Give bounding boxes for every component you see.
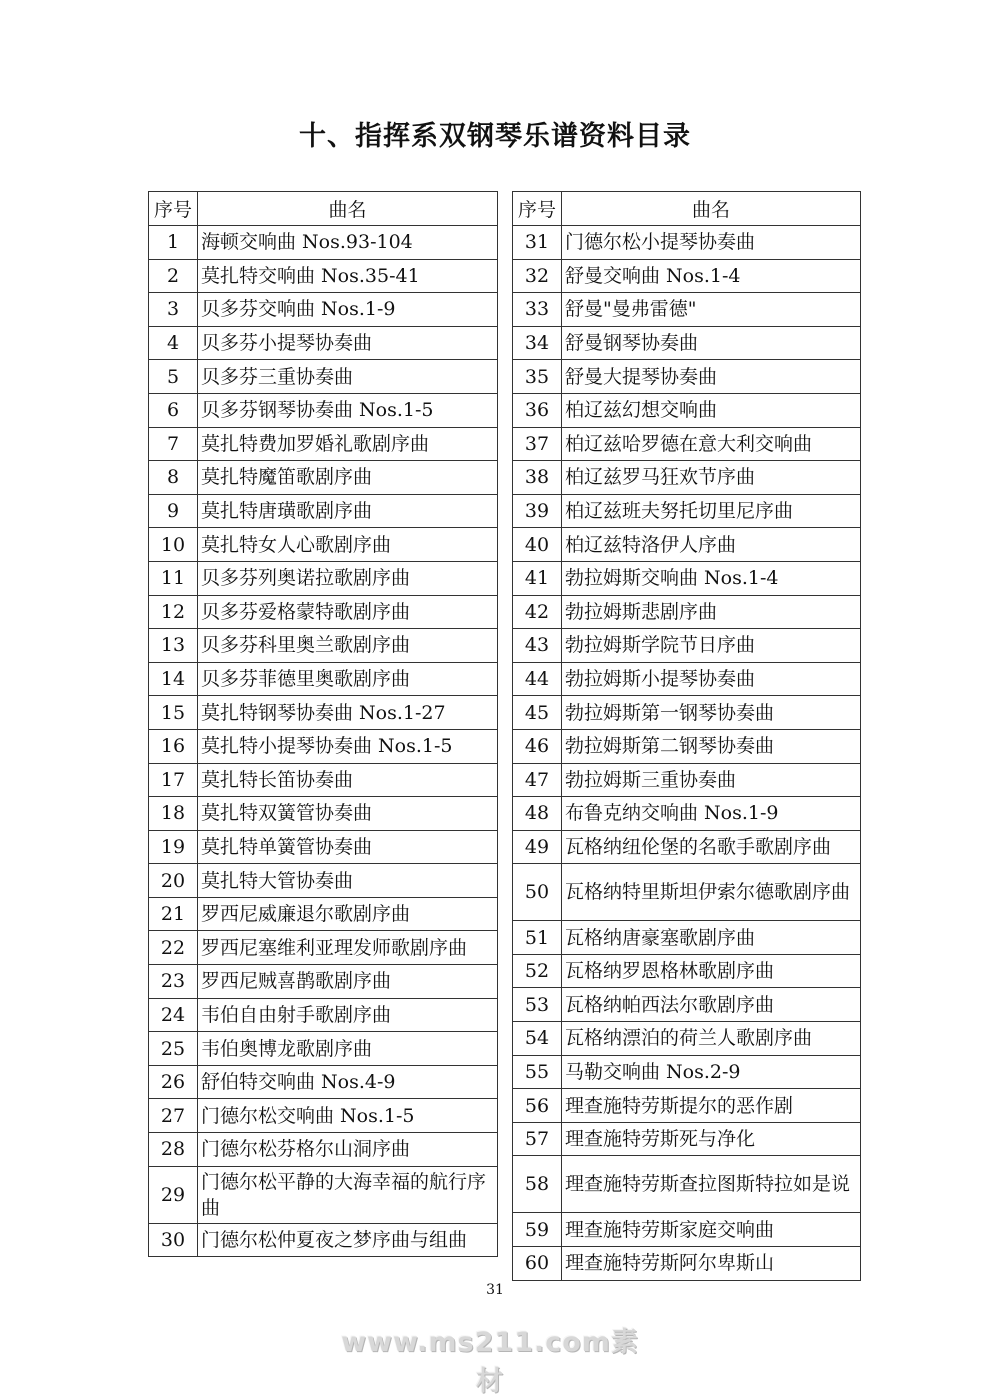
row-number: 22 bbox=[149, 931, 198, 965]
table-body-right bbox=[513, 226, 861, 1281]
row-number: 12 bbox=[149, 595, 198, 629]
row-title: 门德尔松芬格尔山洞序曲 bbox=[198, 1133, 498, 1167]
row-title: 门德尔松交响曲 Nos.1-5 bbox=[198, 1099, 498, 1133]
row-title: 勃拉姆斯小提琴协奏曲 bbox=[562, 662, 861, 696]
row-title: 理查施特劳斯家庭交响曲 bbox=[562, 1213, 861, 1247]
row-title: 勃拉姆斯三重协奏曲 bbox=[562, 763, 861, 797]
row-number: 6 bbox=[149, 393, 198, 427]
table-row bbox=[149, 226, 498, 260]
row-number: 8 bbox=[149, 461, 198, 495]
row-title: 莫扎特大管协奏曲 bbox=[198, 864, 498, 898]
catalog-table-right bbox=[512, 191, 861, 1281]
table-row bbox=[149, 528, 498, 562]
table-row bbox=[513, 830, 861, 864]
table-row bbox=[149, 595, 498, 629]
row-title: 柏辽兹幻想交响曲 bbox=[562, 393, 861, 427]
row-number: 58 bbox=[513, 1156, 562, 1213]
row-number: 60 bbox=[513, 1247, 562, 1281]
page-title: 十、指挥系双钢琴乐谱资料目录 bbox=[299, 121, 691, 152]
row-title: 莫扎特费加罗婚礼歌剧序曲 bbox=[198, 427, 498, 461]
row-number: 44 bbox=[513, 662, 562, 696]
row-number: 28 bbox=[149, 1133, 198, 1167]
row-title: 勃拉姆斯交响曲 Nos.1-4 bbox=[562, 561, 861, 595]
row-title: 贝多芬三重协奏曲 bbox=[198, 360, 498, 394]
row-title: 莫扎特魔笛歌剧序曲 bbox=[198, 461, 498, 495]
table-row bbox=[513, 259, 861, 293]
table-row bbox=[513, 696, 861, 730]
table-row bbox=[513, 921, 861, 955]
row-title: 海顿交响曲 Nos.93-104 bbox=[198, 226, 498, 260]
table-row bbox=[513, 293, 861, 327]
row-title: 门德尔松平静的大海幸福的航行序曲 bbox=[198, 1166, 498, 1223]
table-row bbox=[513, 629, 861, 663]
table-row bbox=[149, 1133, 498, 1167]
row-title: 理查施特劳斯提尔的恶作剧 bbox=[562, 1089, 861, 1123]
row-number: 56 bbox=[513, 1089, 562, 1123]
row-title: 瓦格纳漂泊的荷兰人歌剧序曲 bbox=[562, 1022, 861, 1056]
row-number: 23 bbox=[149, 965, 198, 999]
row-number: 25 bbox=[149, 1032, 198, 1066]
row-number: 1 bbox=[149, 226, 198, 260]
row-number: 32 bbox=[513, 259, 562, 293]
row-title: 柏辽兹哈罗德在意大利交响曲 bbox=[562, 427, 861, 461]
row-number: 38 bbox=[513, 461, 562, 495]
table-row bbox=[513, 360, 861, 394]
row-number: 14 bbox=[149, 662, 198, 696]
row-title: 瓦格纳罗恩格林歌剧序曲 bbox=[562, 954, 861, 988]
row-title: 莫扎特交响曲 Nos.35-41 bbox=[198, 259, 498, 293]
row-title: 瓦格纳特里斯坦伊索尔德歌剧序曲 bbox=[562, 864, 861, 921]
table-row bbox=[149, 729, 498, 763]
catalog-table-left bbox=[148, 191, 498, 1257]
row-title: 罗西尼塞维利亚理发师歌剧序曲 bbox=[198, 931, 498, 965]
header-name: 曲名 bbox=[198, 192, 498, 226]
table-row bbox=[513, 561, 861, 595]
table-header-row bbox=[149, 192, 498, 226]
row-title: 莫扎特单簧管协奏曲 bbox=[198, 830, 498, 864]
row-number: 42 bbox=[513, 595, 562, 629]
table-row bbox=[149, 393, 498, 427]
table-row bbox=[149, 965, 498, 999]
table-row bbox=[513, 326, 861, 360]
row-number: 53 bbox=[513, 988, 562, 1022]
table-row bbox=[513, 1055, 861, 1089]
header-number: 序号 bbox=[513, 192, 562, 226]
row-title: 韦伯自由射手歌剧序曲 bbox=[198, 998, 498, 1032]
row-number: 3 bbox=[149, 293, 198, 327]
row-number: 24 bbox=[149, 998, 198, 1032]
row-title: 罗西尼威廉退尔歌剧序曲 bbox=[198, 897, 498, 931]
row-title: 勃拉姆斯第二钢琴协奏曲 bbox=[562, 729, 861, 763]
table-row bbox=[149, 1166, 498, 1223]
row-number: 57 bbox=[513, 1122, 562, 1156]
row-number: 4 bbox=[149, 326, 198, 360]
row-title: 舒曼大提琴协奏曲 bbox=[562, 360, 861, 394]
table-row bbox=[513, 763, 861, 797]
table-row bbox=[513, 1247, 861, 1281]
row-number: 45 bbox=[513, 696, 562, 730]
row-number: 27 bbox=[149, 1099, 198, 1133]
table-row bbox=[513, 461, 861, 495]
table-row bbox=[513, 954, 861, 988]
table-row bbox=[149, 259, 498, 293]
row-number: 5 bbox=[149, 360, 198, 394]
row-number: 40 bbox=[513, 528, 562, 562]
row-number: 17 bbox=[149, 763, 198, 797]
table-row bbox=[513, 797, 861, 831]
row-title: 勃拉姆斯学院节日序曲 bbox=[562, 629, 861, 663]
row-title: 贝多芬菲德里奥歌剧序曲 bbox=[198, 662, 498, 696]
table-row bbox=[149, 1099, 498, 1133]
table-body-left bbox=[149, 226, 498, 1257]
table-row bbox=[149, 629, 498, 663]
row-number: 31 bbox=[513, 226, 562, 260]
row-title: 柏辽兹罗马狂欢节序曲 bbox=[562, 461, 861, 495]
row-number: 54 bbox=[513, 1022, 562, 1056]
table-row bbox=[149, 662, 498, 696]
row-number: 16 bbox=[149, 729, 198, 763]
row-number: 7 bbox=[149, 427, 198, 461]
row-title: 瓦格纳唐豪塞歌剧序曲 bbox=[562, 921, 861, 955]
table-row bbox=[149, 461, 498, 495]
row-number: 2 bbox=[149, 259, 198, 293]
row-number: 37 bbox=[513, 427, 562, 461]
row-title: 舒曼"曼弗雷德" bbox=[562, 293, 861, 327]
row-title: 莫扎特钢琴协奏曲 Nos.1-27 bbox=[198, 696, 498, 730]
table-row bbox=[149, 864, 498, 898]
table-row bbox=[513, 988, 861, 1022]
row-title: 瓦格纳纽伦堡的名歌手歌剧序曲 bbox=[562, 830, 861, 864]
row-title: 门德尔松小提琴协奏曲 bbox=[562, 226, 861, 260]
page-number: 31 bbox=[486, 1282, 504, 1298]
table-row bbox=[149, 998, 498, 1032]
row-number: 29 bbox=[149, 1166, 198, 1223]
table-row bbox=[149, 326, 498, 360]
row-number: 26 bbox=[149, 1065, 198, 1099]
table-row bbox=[513, 494, 861, 528]
row-number: 35 bbox=[513, 360, 562, 394]
table-row bbox=[149, 1223, 498, 1257]
table-row bbox=[513, 427, 861, 461]
row-number: 43 bbox=[513, 629, 562, 663]
row-title: 贝多芬钢琴协奏曲 Nos.1-5 bbox=[198, 393, 498, 427]
row-number: 10 bbox=[149, 528, 198, 562]
row-number: 52 bbox=[513, 954, 562, 988]
row-number: 13 bbox=[149, 629, 198, 663]
row-number: 34 bbox=[513, 326, 562, 360]
table-row bbox=[513, 226, 861, 260]
row-title: 韦伯奥博龙歌剧序曲 bbox=[198, 1032, 498, 1066]
row-title: 贝多芬列奥诺拉歌剧序曲 bbox=[198, 561, 498, 595]
table-row bbox=[149, 897, 498, 931]
table-row bbox=[149, 797, 498, 831]
row-title: 理查施特劳斯查拉图斯特拉如是说 bbox=[562, 1156, 861, 1213]
row-title: 舒曼钢琴协奏曲 bbox=[562, 326, 861, 360]
row-number: 20 bbox=[149, 864, 198, 898]
row-number: 9 bbox=[149, 494, 198, 528]
row-title: 莫扎特唐璜歌剧序曲 bbox=[198, 494, 498, 528]
table-row bbox=[513, 1122, 861, 1156]
row-title: 理查施特劳斯死与净化 bbox=[562, 1122, 861, 1156]
row-title: 马勒交响曲 Nos.2-9 bbox=[562, 1055, 861, 1089]
table-row bbox=[513, 1156, 861, 1213]
row-title: 勃拉姆斯第一钢琴协奏曲 bbox=[562, 696, 861, 730]
row-title: 莫扎特双簧管协奏曲 bbox=[198, 797, 498, 831]
row-title: 舒伯特交响曲 Nos.4-9 bbox=[198, 1065, 498, 1099]
table-row bbox=[513, 1213, 861, 1247]
row-title: 门德尔松仲夏夜之梦序曲与组曲 bbox=[198, 1223, 498, 1257]
row-title: 贝多芬小提琴协奏曲 bbox=[198, 326, 498, 360]
row-number: 18 bbox=[149, 797, 198, 831]
row-number: 50 bbox=[513, 864, 562, 921]
table-row bbox=[513, 1022, 861, 1056]
header-number: 序号 bbox=[149, 192, 198, 226]
table-row bbox=[513, 595, 861, 629]
row-number: 15 bbox=[149, 696, 198, 730]
row-title: 罗西尼贼喜鹊歌剧序曲 bbox=[198, 965, 498, 999]
row-number: 48 bbox=[513, 797, 562, 831]
table-row bbox=[149, 427, 498, 461]
row-number: 36 bbox=[513, 393, 562, 427]
table-row bbox=[149, 293, 498, 327]
table-row bbox=[513, 864, 861, 921]
row-title: 莫扎特小提琴协奏曲 Nos.1-5 bbox=[198, 729, 498, 763]
row-title: 莫扎特女人心歌剧序曲 bbox=[198, 528, 498, 562]
table-row bbox=[513, 393, 861, 427]
table-row bbox=[513, 528, 861, 562]
row-title: 贝多芬交响曲 Nos.1-9 bbox=[198, 293, 498, 327]
table-row bbox=[149, 1065, 498, 1099]
row-number: 46 bbox=[513, 729, 562, 763]
row-number: 51 bbox=[513, 921, 562, 955]
row-number: 55 bbox=[513, 1055, 562, 1089]
row-number: 39 bbox=[513, 494, 562, 528]
table-row bbox=[149, 494, 498, 528]
row-number: 59 bbox=[513, 1213, 562, 1247]
header-name: 曲名 bbox=[562, 192, 861, 226]
row-title: 柏辽兹班夫努托切里尼序曲 bbox=[562, 494, 861, 528]
table-row bbox=[513, 729, 861, 763]
table-row bbox=[149, 696, 498, 730]
row-title: 勃拉姆斯悲剧序曲 bbox=[562, 595, 861, 629]
table-row bbox=[149, 1032, 498, 1066]
table-row bbox=[149, 360, 498, 394]
table-row bbox=[513, 1089, 861, 1123]
row-number: 41 bbox=[513, 561, 562, 595]
table-row bbox=[149, 763, 498, 797]
row-number: 21 bbox=[149, 897, 198, 931]
row-title: 瓦格纳帕西法尔歌剧序曲 bbox=[562, 988, 861, 1022]
table-row bbox=[513, 662, 861, 696]
row-title: 布鲁克纳交响曲 Nos.1-9 bbox=[562, 797, 861, 831]
watermark: www.ms211.com素材 bbox=[341, 1327, 639, 1397]
row-number: 47 bbox=[513, 763, 562, 797]
table-row bbox=[149, 830, 498, 864]
row-number: 49 bbox=[513, 830, 562, 864]
row-title: 理查施特劳斯阿尔卑斯山 bbox=[562, 1247, 861, 1281]
row-number: 30 bbox=[149, 1223, 198, 1257]
row-title: 贝多芬爱格蒙特歌剧序曲 bbox=[198, 595, 498, 629]
row-title: 舒曼交响曲 Nos.1-4 bbox=[562, 259, 861, 293]
row-number: 19 bbox=[149, 830, 198, 864]
table-row bbox=[149, 561, 498, 595]
row-number: 33 bbox=[513, 293, 562, 327]
row-title: 贝多芬科里奥兰歌剧序曲 bbox=[198, 629, 498, 663]
row-title: 柏辽兹特洛伊人序曲 bbox=[562, 528, 861, 562]
table-row bbox=[149, 931, 498, 965]
row-number: 11 bbox=[149, 561, 198, 595]
row-title: 莫扎特长笛协奏曲 bbox=[198, 763, 498, 797]
table-header-row bbox=[513, 192, 861, 226]
